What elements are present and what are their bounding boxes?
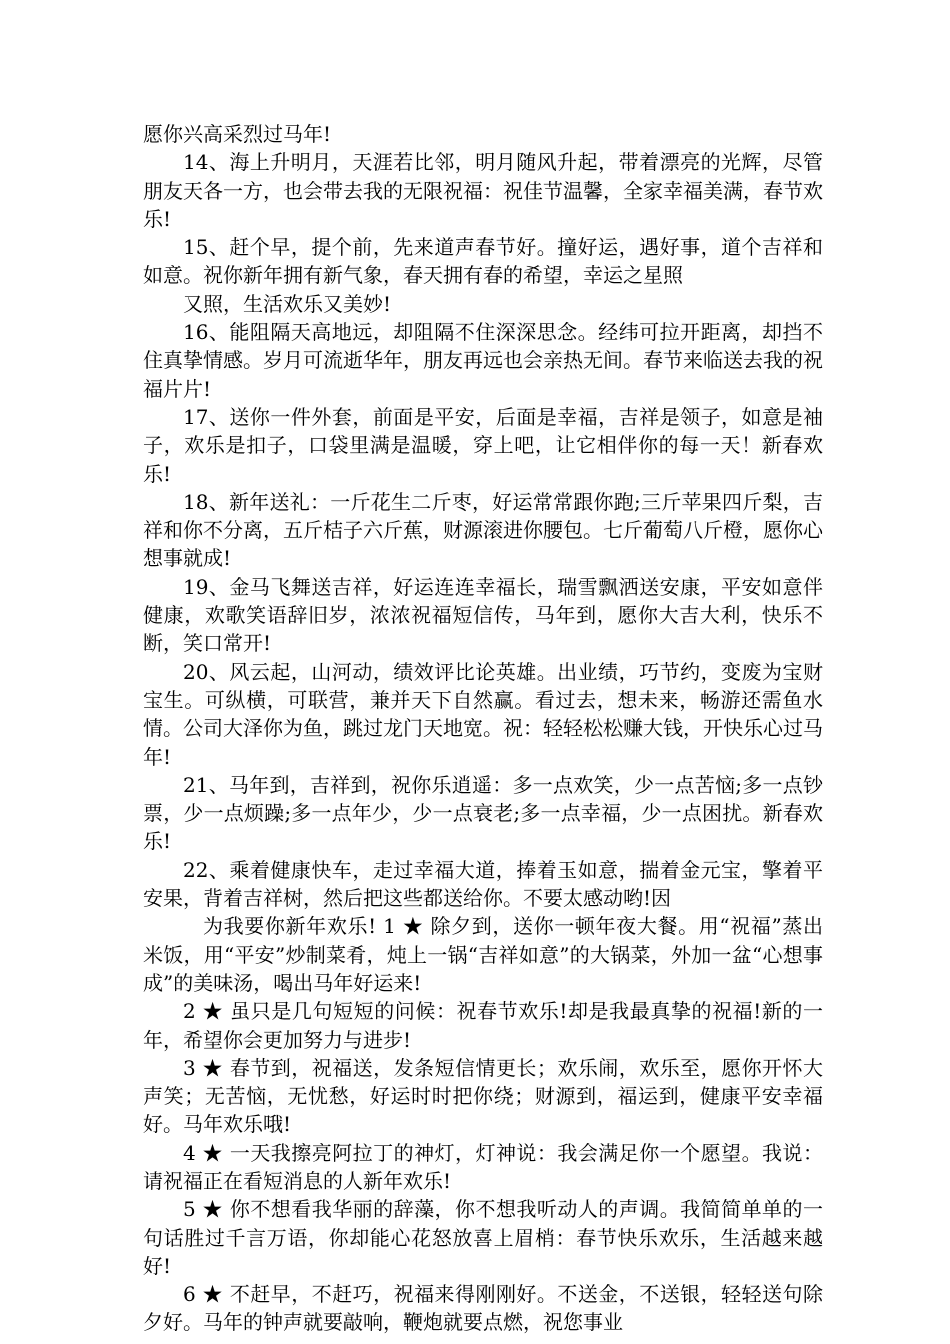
paragraph: 14、海上升明月，天涯若比邻，明月随风升起，带着漂亮的光辉，尽管朋友天各一方，也会带去我的无限祝福：祝佳节温馨，全家幸福美满，春节欢乐! xyxy=(143,150,823,231)
paragraph: 6 ★ 不赶早，不赶巧，祝福来得刚刚好。不送金，不送银，轻轻送句除夕好。马年的钟声就要敲响，鞭炮就要点燃，祝您事业 xyxy=(143,1282,823,1335)
paragraph: 2 ★ 虽只是几句短短的问候：祝春节欢乐!却是我最真挚的祝福!新的一年，希望你会更加努力与进步! xyxy=(143,999,823,1052)
paragraph: 18、新年送礼：一斤花生二斤枣，好运常常跟你跑;三斤苹果四斤梨，吉祥和你不分离，五斤桔子六斤蕉，财源滚进你腰包。七斤葡萄八斤橙，愿你心想事就成! xyxy=(143,489,823,571)
paragraph: 16、能阻隔天高地远，却阻隔不住深深思念。经纬可拉开距离，却挡不住真挚情感。岁月可流逝华年，朋友再远也会亲热无间。春节来临送去我的祝福片片! xyxy=(143,320,823,401)
paragraph: 为我要你新年欢乐! 1 ★ 除夕到，送你一顿年夜大餐。用“祝福”蒸出米饭，用“平安”炒制菜肴，炖上一锅“吉祥如意”的大锅菜，外加一盆“心想事成”的美味汤，喝出马年好运来! xyxy=(143,914,823,995)
document-body xyxy=(143,120,823,1337)
paragraph: 15、赶个早，提个前，先来道声春节好。撞好运，遇好事，道个吉祥和如意。祝你新年拥有新气象，春天拥有春的希望，幸运之星照 xyxy=(143,235,823,288)
paragraph: 3 ★ 春节到，祝福送，发条短信情更长；欢乐闹，欢乐至，愿你开怀大声笑；无苦恼，无忧愁，好运时时把你绕；财源到，福运到，健康平安幸福好。马年欢乐哦! xyxy=(143,1055,823,1137)
paragraph: 22、乘着健康快车，走过幸福大道，捧着玉如意，揣着金元宝，擎着平安果，背着吉祥树，然后把这些都送给你。不要太感动哟!因 xyxy=(143,857,823,911)
paragraph: 愿你兴高采烈过马年! xyxy=(143,122,332,146)
paragraph: 20、风云起，山河动，绩效评比论英雄。出业绩，巧节约，变废为宝财宝生。可纵横，可联营，兼并天下自然赢。看过去，想未来，畅游还需鱼水情。公司大泽你为鱼，跳过龙门天地宽。祝：轻轻松松赚大钱，开快乐心过马年! xyxy=(143,659,823,769)
paragraph: 4 ★ 一天我擦亮阿拉丁的神灯，灯神说：我会满足你一个愿望。我说：请祝福正在看短消息的人新年欢乐! xyxy=(143,1140,823,1193)
paragraph: 21、马年到，吉祥到，祝你乐逍遥：多一点欢笑，少一点苦恼;多一点钞票，少一点烦躁;多一点年少，少一点衰老;多一点幸福，少一点困扰。新春欢乐! xyxy=(143,772,823,854)
paragraph: 17、送你一件外套，前面是平安，后面是幸福，吉祥是领子，如意是袖子，欢乐是扣子，口袋里满是温暖，穿上吧，让它相伴你的每一天！新春欢乐! xyxy=(143,404,823,486)
paragraph: 19、金马飞舞送吉祥，好运连连幸福长，瑞雪飘洒送安康，平安如意伴健康，欢歌笑语辞旧岁，浓浓祝福短信传，马年到，愿你大吉大利，快乐不断，笑口常开! xyxy=(143,574,823,656)
paragraph: 又照，生活欢乐又美妙! xyxy=(183,291,392,316)
paragraph: 5 ★ 你不想看我华丽的辞藻，你不想我听动人的声调。我简简单单的一句话胜过千言万语，你却能心花怒放喜上眉梢：春节快乐欢乐，生活越来越好! xyxy=(143,1197,823,1278)
